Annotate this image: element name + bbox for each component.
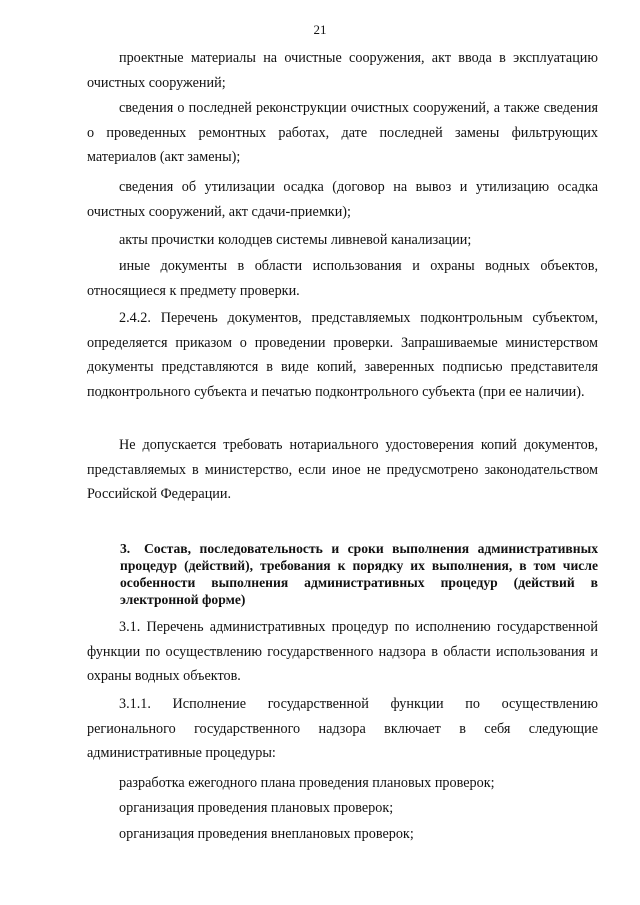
paragraph-3-1-1: 3.1.1. Исполнение государственной функции по осуществлению регионального государственного надзора включает в себя следующие административные процедуры: [87, 696, 598, 761]
paragraph-reconstruction-info: сведения о последней реконструкции очистных сооружений, а также сведения о проведенных ремонтных работах, дате последней замены фильтрующих материалов (акт замены); [87, 100, 598, 165]
section-3-number: 3. [120, 541, 131, 556]
paragraph-sludge-disposal: сведения об утилизации осадка (договор на вывоз и утилизацию осадка очистных сооружений, акт сдачи-приемки); [87, 179, 598, 220]
section-3-heading [120, 540, 598, 608]
section-3-title: Состав, последовательность и сроки выполнения административных процедур (действий), требования к порядку их выполнения, в том числе особенности выполнения административных процедур (действий в электронной форме) [120, 541, 598, 607]
paragraph-3-1: 3.1. Перечень административных процедур по исполнению государственной функции по осуществлению государственного надзора в области использования и охраны водных объектов. [87, 619, 598, 684]
list-item-unplanned-inspections: организация проведения внеплановых проверок; [119, 826, 414, 842]
paragraph-notarization: Не допускается требовать нотариального удостоверения копий документов, представляемых в министерство, если иное не предусмотрено законодательством Российской Федерации. [87, 437, 598, 502]
paragraph-other-documents: иные документы в области использования и охраны водных объектов, относящиеся к предмету проверки. [87, 258, 598, 299]
list-item-planned-inspections: организация проведения плановых проверок; [119, 800, 394, 816]
page-number: 21 [313, 22, 327, 37]
list-item-annual-plan: разработка ежегодного плана проведения плановых проверок; [119, 775, 495, 791]
paragraph-design-materials: проектные материалы на очистные сооружения, акт ввода в эксплуатацию очистных сооружений; [87, 50, 598, 91]
paragraph-2-4-2: 2.4.2. Перечень документов, представляемых подконтрольным субъектом, определяется приказом о проведении проверки. Запрашиваемые министерством документы представляются в виде копий, заверенных подписью представителя подконтрольного субъекта и печатью подконтрольного субъекта (при ее наличии). [87, 310, 598, 400]
paragraph-sewer-cleaning: акты прочистки колодцев системы ливневой канализации; [119, 232, 472, 248]
